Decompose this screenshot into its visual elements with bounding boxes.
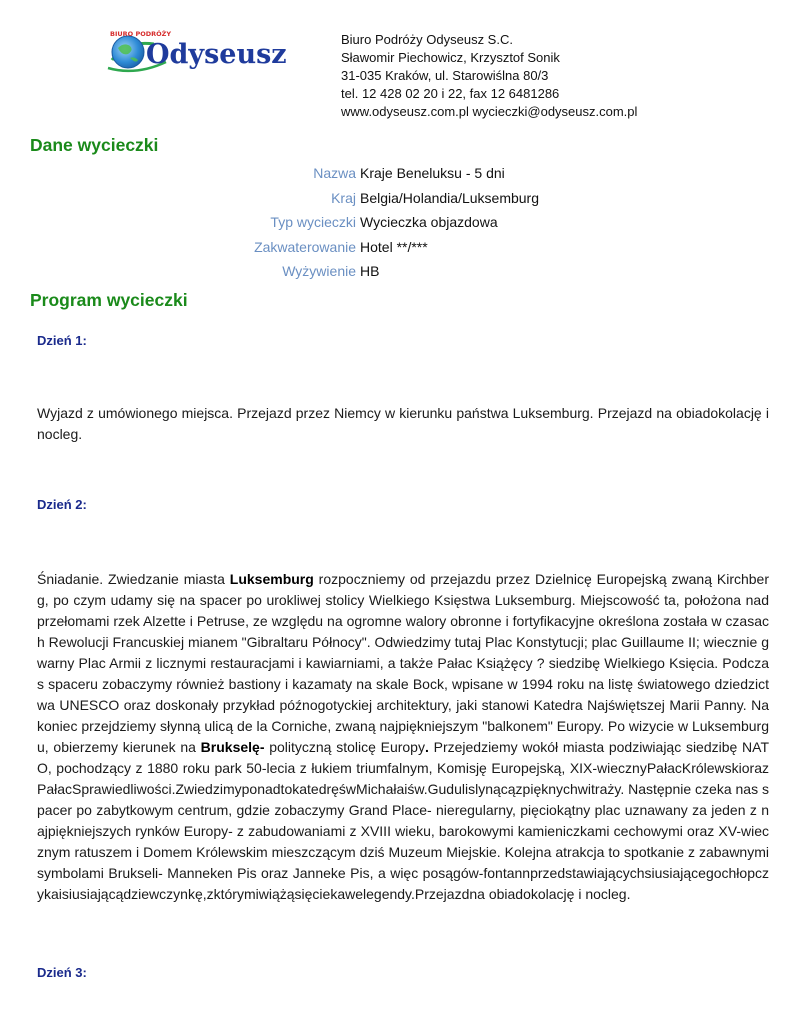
day-2-description <box>37 569 769 905</box>
trip-details-title: Dane wycieczki <box>30 135 159 155</box>
bold-text: . <box>424 739 429 755</box>
detail-value: Hotel **/*** <box>360 238 428 255</box>
text-run: rozpoczniemy od przejazdu przez Dzielnicę Europejską zwaną Kirchberg, po czym udamy się na spacer po urokliwej stolicy Wielkiego Księstwa Luksemburg. Miejscowość ta, położona nad przełomami rzek Alzette i Petruse, ze względu na ogromne walory obronne i fortyfikacyjne określona została w czasach Rewolucji Francuskiej mianem "Gibraltaru Północy". Odwiedzimy tutaj Plac Konstytucji; plac Guillaume II; wiecznie gwarny Plac Armii z licznymi restauracjami i kawiarniami, a także Pałac Książęcy ? siedzibę Wielkiego Księcia. Podczas spaceru zobaczymy również bastiony i kazamaty na skale Bock, wpisane w 1994 roku na listę światowego dziedzictwa UNESCO oraz doskonały przykład późnogotyckiej architektury, jaki stanowi Katedra Najświętszej Marii Panny. Na koniec przejdziemy słynną ulicą de la Corniche, zwaną najpiękniejszym "balkonem" Europy. Po wizycie w Luksemburgu, obierzemy kierunek na <box>37 571 770 755</box>
logo-badge-text: BIURO PODRÓŻY <box>110 30 172 38</box>
company-phone: tel. 12 428 02 20 i 22, fax 12 6481286 <box>341 86 560 101</box>
company-web-email: www.odyseusz.com.pl wycieczki@odyseusz.com.pl <box>341 104 638 119</box>
company-logo <box>106 26 306 76</box>
text-run: Wyjazd z umówionego miejsca. Przejazd przez Niemcy w kierunku państwa Luksemburg. Przejazd na obiadokolację i nocleg. <box>37 405 769 442</box>
logo-brand-text: Odyseusz <box>146 39 287 70</box>
company-name: Biuro Podróży Odyseusz S.C. <box>341 32 513 47</box>
text-run: Śniadanie. Zwiedzanie miasta <box>37 571 230 587</box>
day-1-title: Dzień 1: <box>37 333 87 348</box>
detail-row-type <box>0 210 791 235</box>
detail-value: HB <box>360 263 380 279</box>
detail-label: Nazwa <box>313 165 356 181</box>
detail-label: Typ wycieczki <box>270 214 356 230</box>
detail-label: Wyżywienie <box>282 263 356 279</box>
day-3-title: Dzień 3: <box>37 965 87 980</box>
bold-text: Luksemburg <box>229 571 314 587</box>
detail-value: Kraje Beneluksu - 5 dni <box>360 165 505 181</box>
detail-label: Kraj <box>331 189 356 206</box>
company-owners: Sławomir Piechowicz, Krzysztof Sonik <box>341 50 560 65</box>
detail-label: Zakwaterowanie <box>254 238 356 255</box>
detail-value: Wycieczka objazdowa <box>360 214 498 230</box>
day-2-title: Dzień 2: <box>37 497 87 512</box>
detail-row-accommodation <box>0 235 791 260</box>
trip-details <box>0 161 791 284</box>
detail-row-board <box>0 259 791 284</box>
bold-text: Brukselę- <box>200 739 265 755</box>
day-1-description <box>37 403 769 445</box>
program-title: Program wycieczki <box>30 290 188 310</box>
text-run: Przejedziemy wokół miasta podziwiając siedzibę NATO, pochodzący z 1880 roku park 50-lecia z łukiem triumfalnym, Komisję Europejską, XIX-wiecznyPałacKrólewskiorazPałacSprawiedliwości.ZwiedzimyponadtokatedręśwMichałaiśw.Gudulislynącązpięknychwitraży. Następnie czeka nas spacer po zabytkowym centrum, gdzie zobaczymy Grand Place- nieregularny, pięciokątny plac uznawany za jeden z najpiękniejszych rynków Europy- z zabudowaniami z XVIII wieku, barokowymi kamieniczkami cechowymi oraz XV-wiecznym ratuszem i Domem Królewskim mieszczącym dziś Muzeum Miejskie. Kolejna atrakcja to spotkanie z zabawnymi symbolami Brukseli- Manneken Pis oraz Janneke Pis, a więc posągów-fontannprzedstawiającychsiusiającegochłopczykaisiusiającądziewczynkę,zktórymiwiążąsięciekawelegendy.Przejazdna obiadokolację i nocleg. <box>37 739 770 902</box>
company-info <box>341 31 637 121</box>
globe-logo-icon <box>106 26 306 76</box>
text-run: polityczną stolicę Europy <box>264 739 425 755</box>
detail-value: Belgia/Holandia/Luksemburg <box>360 189 539 206</box>
company-address: 31-035 Kraków, ul. Starowiślna 80/3 <box>341 68 549 83</box>
detail-row-name <box>0 161 791 186</box>
detail-row-country <box>0 186 791 211</box>
